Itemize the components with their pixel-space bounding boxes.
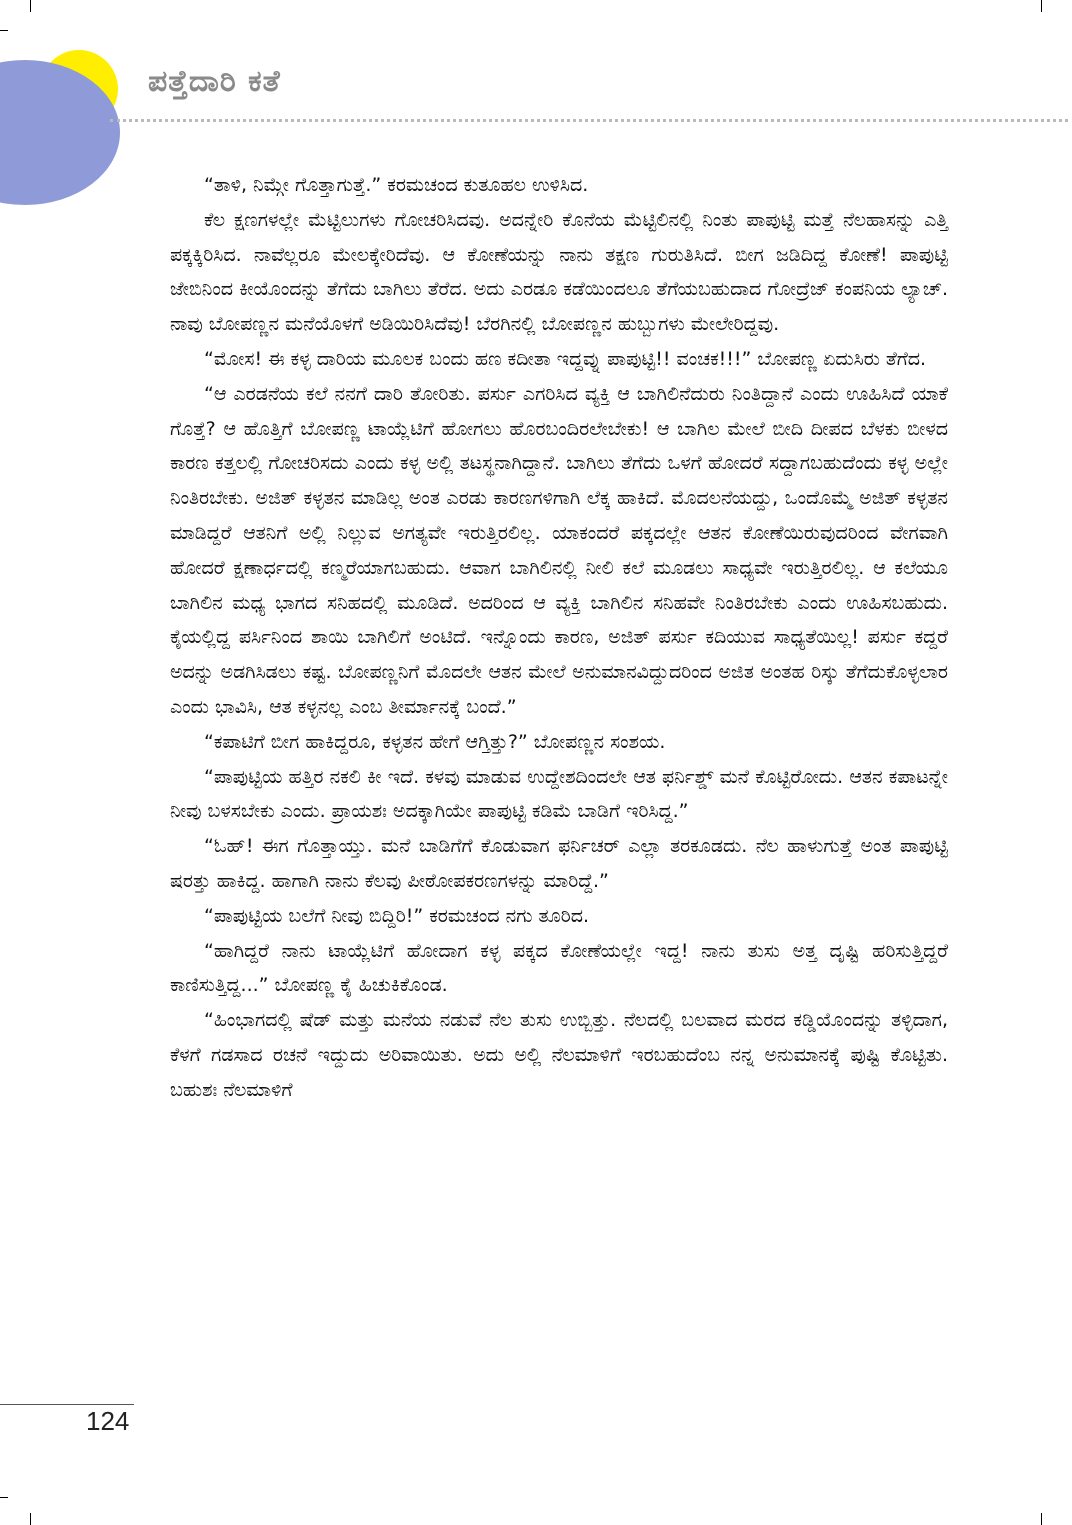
paragraph: “ತಾಳಿ, ನಿಮ್ಗೇ ಗೊತ್ತಾಗುತ್ತೆ.” ಕರಮಚಂದ ಕುತೂಹಲ ಉಳಿಸಿದ.: [204, 174, 589, 196]
crop-mark-top-right: [1041, 0, 1042, 12]
paragraph: “ಪಾಪುಟ್ಟಿಯ ಬಲೆಗೆ ನೀವು ಬಿದ್ದಿರಿ!” ಕರಮಚಂದ ನಗು ತೂರಿದ.: [204, 904, 590, 927]
crop-mark-bottom-left-h: [0, 1497, 8, 1498]
page-body-text: [170, 168, 948, 1108]
paragraph: ಕೆಲ ಕ್ಷಣಗಳಲ್ಲೇ ಮೆಟ್ಟಿಲುಗಳು ಗೋಚರಿಸಿದವು. ಅದನ್ನೇರಿ ಕೊನೆಯ ಮೆಟ್ಟಿಲಿನಲ್ಲಿ ನಿಂತು ಪಾಪುಟ್ಟಿ ಮತ್ತೆ ನೆಲಹಾಸನ್ನು ಎತ್ತಿ ಪಕ್ಕಕ್ಕಿರಿಸಿದ. ನಾವೆಲ್ಲರೂ ಮೇಲಕ್ಕೇರಿದೆವು. ಆ ಕೋಣೆಯನ್ನು ನಾನು ತಕ್ಷಣ ಗುರುತಿಸಿದೆ. ಬೀಗ ಜಡಿದಿದ್ದ ಕೋಣೆ! ಪಾಪುಟ್ಟಿ ಜೇಬಿನಿಂದ ಕೀಯೊಂದನ್ನು ತೆಗೆದು ಬಾಗಿಲು ತೆರೆದ. ಅದು ಎರಡೂ ಕಡೆಯಿಂದಲೂ ತೆಗೆಯಬಹುದಾದ ಗೋದ್ರೆಜ್ ಕಂಪನಿಯ ಲ್ಯಾಚ್. ನಾವು ಬೋಪಣ್ಣನ ಮನೆಯೊಳಗೆ ಅಡಿಯಿರಿಸಿದೆವು! ಬೆರಗಿನಲ್ಲಿ ಬೋಪಣ್ಣನ ಹುಬ್ಬುಗಳು ಮೇಲೇರಿದ್ದವು.: [170, 208, 948, 336]
paragraph: “ಮೋಸ! ಈ ಕಳ್ಳ ದಾರಿಯ ಮೂಲಕ ಬಂದು ಹಣ ಕದೀತಾ ಇದ್ದವ್ನು ಪಾಪುಟ್ಟಿ!! ವಂಚಕ!!!” ಬೋಪಣ್ಣ ಏದುಸಿರು ತೆಗೆದ.: [204, 347, 927, 370]
header-dotted-rule: [110, 119, 1068, 122]
page-number: 124: [86, 1406, 130, 1436]
paragraph: “ಹಾಗಿದ್ದರೆ ನಾನು ಟಾಯ್ಲೆಟಿಗೆ ಹೋದಾಗ ಕಳ್ಳ ಪಕ್ಕದ ಕೋಣೆಯಲ್ಲೇ ಇದ್ದ! ನಾನು ತುಸು ಅತ್ತ ದೃಷ್ಟಿ ಹರಿಸುತ್ತಿದ್ದರೆ ಕಾಣಿಸುತ್ತಿದ್ದ...” ಬೋಪಣ್ಣ ಕೈ ಹಿಚುಕಿಕೊಂಡ.: [170, 939, 948, 997]
paragraph: “ಪಾಪುಟ್ಟಿಯ ಹತ್ತಿರ ನಕಲಿ ಕೀ ಇದೆ. ಕಳವು ಮಾಡುವ ಉದ್ದೇಶದಿಂದಲೇ ಆತ ಫರ್ನಿಶ್ಡ್ ಮನೆ ಕೊಟ್ಟಿರೋದು. ಆತನ ಕಪಾಟನ್ನೇ ನೀವು ಬಳಸಬೇಕು ಎಂದು. ಪ್ರಾಯಶಃ ಅದಕ್ಕಾಗಿಯೇ ಪಾಪುಟ್ಟಿ ಕಡಿಮೆ ಬಾಡಿಗೆ ಇರಿಸಿದ್ದ.”: [170, 765, 948, 823]
paragraph: “ಕಪಾಟಿಗೆ ಬೀಗ ಹಾಕಿದ್ದರೂ, ಕಳ್ಳತನ ಹೇಗೆ ಆಗ್ತಿತ್ತು?” ಬೋಪಣ್ಣನ ಸಂಶಯ.: [204, 730, 666, 753]
footer-rule: [0, 1404, 134, 1405]
crop-mark-top-left-h: [0, 30, 8, 31]
crop-mark-bottom-right: [1041, 1513, 1042, 1525]
paragraph: “ಆ ಎರಡನೆಯ ಕಲೆ ನನಗೆ ದಾರಿ ತೋರಿತು. ಪರ್ಸು ಎಗರಿಸಿದ ವ್ಯಕ್ತಿ ಆ ಬಾಗಿಲಿನೆದುರು ನಿಂತಿದ್ದಾನೆ ಎಂದು ಊಹಿಸಿದೆ ಯಾಕೆ ಗೊತ್ತೆ? ಆ ಹೊತ್ತಿಗೆ ಬೋಪಣ್ಣ ಟಾಯ್ಲೆಟಿಗೆ ಹೋಗಲು ಹೊರಬಂದಿರಲೇಬೇಕು! ಆ ಬಾಗಿಲ ಮೇಲೆ ಬೀದಿ ದೀಪದ ಬೆಳಕು ಬೀಳದ ಕಾರಣ ಕತ್ತಲಲ್ಲಿ ಗೋಚರಿಸದು ಎಂದು ಕಳ್ಳ ಅಲ್ಲಿ ತಟಸ್ಥನಾಗಿದ್ದಾನೆ. ಬಾಗಿಲು ತೆಗೆದು ಒಳಗೆ ಹೋದರೆ ಸದ್ದಾಗಬಹುದೆಂದು ಕಳ್ಳ ಅಲ್ಲೇ ನಿಂತಿರಬೇಕು. ಅಜಿತ್ ಕಳ್ಳತನ ಮಾಡಿಲ್ಲ ಅಂತ ಎರಡು ಕಾರಣಗಳಿಗಾಗಿ ಲೆಕ್ಕ ಹಾಕಿದೆ. ಮೊದಲನೆಯದ್ದು, ಒಂದೊಮ್ಮೆ ಅಜಿತ್ ಕಳ್ಳತನ ಮಾಡಿದ್ದರೆ ಆತನಿಗೆ ಅಲ್ಲಿ ನಿಲ್ಲುವ ಅಗತ್ಯವೇ ಇರುತ್ತಿರಲಿಲ್ಲ. ಯಾಕಂದರೆ ಪಕ್ಕದಲ್ಲೇ ಆತನ ಕೋಣೆಯಿರುವುದರಿಂದ ವೇಗವಾಗಿ ಹೋದರೆ ಕ್ಷಣಾರ್ಧದಲ್ಲಿ ಕಣ್ಮರೆಯಾಗಬಹುದು. ಆವಾಗ ಬಾಗಿಲಿನಲ್ಲಿ ನೀಲಿ ಕಲೆ ಮೂಡಲು ಸಾಧ್ಯವೇ ಇರುತ್ತಿರಲಿಲ್ಲ. ಆ ಕಲೆಯೂ ಬಾಗಿಲಿನ ಮಧ್ಯ ಭಾಗದ ಸನಿಹದಲ್ಲಿ ಮೂಡಿದೆ. ಅದರಿಂದ ಆ ವ್ಯಕ್ತಿ ಬಾಗಿಲಿನ ಸನಿಹವೇ ನಿಂತಿರಬೇಕು ಎಂದು ಊಹಿಸಬಹುದು. ಕೈಯಲ್ಲಿದ್ದ ಪರ್ಸಿನಿಂದ ಶಾಯಿ ಬಾಗಿಲಿಗೆ ಅಂಟಿದೆ. ಇನ್ನೊಂದು ಕಾರಣ, ಅಜಿತ್ ಪರ್ಸು ಕದಿಯುವ ಸಾಧ್ಯತೆಯಿಲ್ಲ! ಪರ್ಸು ಕದ್ದರೆ ಅದನ್ನು ಅಡಗಿಸಿಡಲು ಕಷ್ಟ. ಬೋಪಣ್ಣನಿಗೆ ಮೊದಲೇ ಆತನ ಮೇಲೆ ಅನುಮಾನವಿದ್ದುದರಿಂದ ಅಜಿತ ಅಂತಹ ರಿಸ್ಕು ತೆಗೆದುಕೊಳ್ಳಲಾರ ಎಂದು ಭಾವಿಸಿ, ಆತ ಕಳ್ಳನಲ್ಲ ಎಂಬ ತೀರ್ಮಾನಕ್ಕೆ ಬಂದೆ.”: [170, 382, 948, 718]
running-header-title: ಪತ್ತೆದಾರಿ ಕತೆ: [148, 64, 281, 99]
paragraph: “ಹಿಂಭಾಗದಲ್ಲಿ ಷೆಡ್ ಮತ್ತು ಮನೆಯ ನಡುವೆ ನೆಲ ತುಸು ಉಬ್ಬಿತ್ತು. ನೆಲದಲ್ಲಿ ಬಲವಾದ ಮರದ ಕಡ್ಡಿಯೊಂದನ್ನು ತಳ್ಳಿದಾಗ, ಕೆಳಗೆ ಗಡಸಾದ ರಚನೆ ಇದ್ದುದು ಅರಿವಾಯಿತು. ಅದು ಅಲ್ಲಿ ನೆಲಮಾಳಿಗೆ ಇರಬಹುದೆಂಬ ನನ್ನ ಅನುಮಾನಕ್ಕೆ ಪುಷ್ಟಿ ಕೊಟ್ಟಿತು. ಬಹುಶಃ ನೆಲಮಾಳಿಗೆ: [170, 1009, 948, 1101]
crop-mark-bottom-left: [30, 1513, 31, 1525]
crop-mark-top-left: [30, 0, 31, 12]
paragraph: “ಓಹ್! ಈಗ ಗೊತ್ತಾಯ್ತು. ಮನೆ ಬಾಡಿಗೆಗೆ ಕೊಡುವಾಗ ಫರ್ನಿಚರ್ ಎಲ್ಲಾ ತರಕೂಡದು. ನೆಲ ಹಾಳುಗುತ್ತೆ ಅಂತ ಪಾಪುಟ್ಟಿ ಷರತ್ತು ಹಾಕಿದ್ದ. ಹಾಗಾಗಿ ನಾನು ಕೆಲವು ಪೀಠೋಪಕರಣಗಳನ್ನು ಮಾರಿದ್ದೆ.”: [170, 835, 948, 892]
